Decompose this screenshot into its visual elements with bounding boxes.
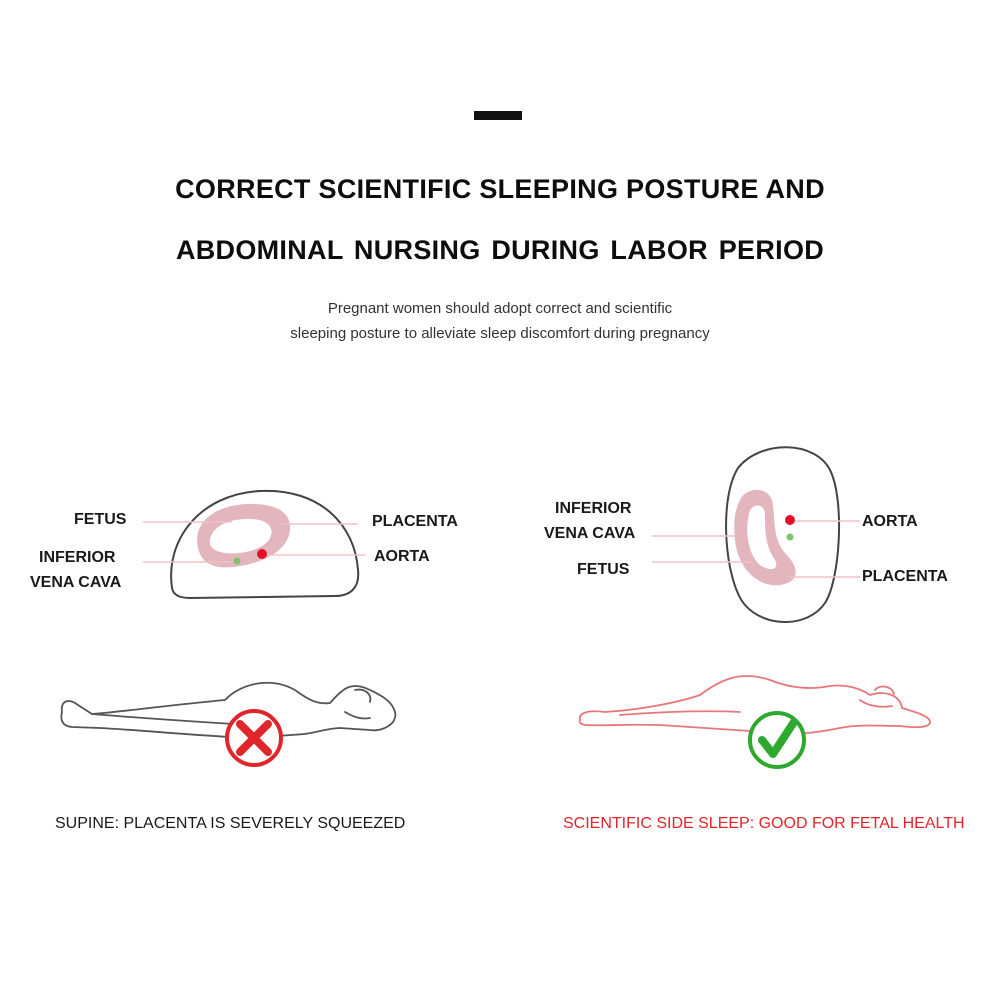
side-cross-section xyxy=(652,447,860,622)
label-inferior-left-2: VENA CAVA xyxy=(30,574,122,591)
caption-side-sleep: SCIENTIFIC SIDE SLEEP: GOOD FOR FETAL HEALTH xyxy=(563,815,965,832)
page-title-line1: CORRECT SCIENTIFIC SLEEPING POSTURE AND xyxy=(175,174,825,204)
page-subtitle-line2: sleeping posture to alleviate sleep discomfort during pregnancy xyxy=(290,325,710,342)
caption-supine: SUPINE: PLACENTA IS SEVERELY SQUEEZED xyxy=(55,815,406,832)
side-aorta-dot xyxy=(785,515,795,525)
side-vena-cava-dot xyxy=(787,534,794,541)
supine-vena-cava-dot xyxy=(234,558,241,565)
label-fetus-left: FETUS xyxy=(74,511,127,528)
label-aorta-right: AORTA xyxy=(862,513,918,530)
label-placenta-left: PLACENTA xyxy=(372,513,458,530)
supine-aorta-dot xyxy=(257,549,267,559)
label-aorta-left: AORTA xyxy=(374,548,430,565)
label-inferior-left-1: INFERIOR xyxy=(39,549,116,566)
wrong-mark-icon xyxy=(227,711,281,765)
page-subtitle-line1: Pregnant women should adopt correct and scientific xyxy=(327,300,673,317)
page-title-line2: ABDOMINAL NURSING DURING LABOR PERIOD xyxy=(175,235,825,265)
supine-cross-section xyxy=(143,491,365,598)
label-inferior-right-2: VENA CAVA xyxy=(544,525,636,542)
correct-mark-icon xyxy=(750,713,804,767)
label-placenta-right: PLACENTA xyxy=(862,568,948,585)
label-fetus-right: FETUS xyxy=(577,561,630,578)
label-inferior-right-1: INFERIOR xyxy=(555,500,632,517)
